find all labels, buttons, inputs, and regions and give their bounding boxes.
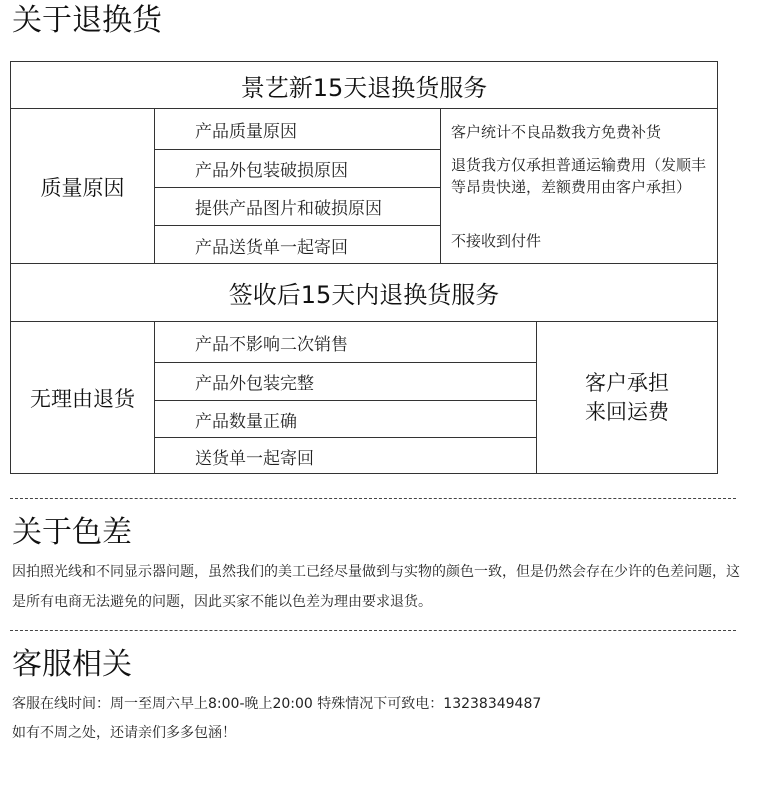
- divider: [10, 498, 736, 499]
- section1-header: 景艺新15天退换货服务: [240, 73, 488, 102]
- section1-note-no-cod: 不接收到付件: [451, 232, 542, 250]
- section2-item-delivery-note: 送货单一起寄回: [195, 448, 314, 469]
- section1-label: 质量原因: [40, 175, 125, 200]
- no-reason-return-table: [10, 263, 718, 474]
- divider: [10, 630, 736, 631]
- section1-note-shipping: 退货我方仅承担普通运输费用（发顺丰等昂贵快递，差额费用由客户承担）: [451, 156, 707, 196]
- service-hours: 客服在线时间：周一至周六早上8:00-晚上20:00 特殊情况下可致电：13238349487: [12, 696, 542, 712]
- color-diff-title: 关于色差: [12, 515, 132, 550]
- section2-label: 无理由退货: [30, 387, 135, 411]
- service-title: 客服相关: [12, 647, 132, 682]
- section1-item-quality: 产品质量原因: [195, 121, 297, 142]
- section1-item-photos: 提供产品图片和破损原因: [195, 199, 382, 219]
- returns-service-table: [10, 61, 718, 264]
- service-apology: 如有不周之处，还请亲们多多包涵！: [12, 725, 236, 741]
- returns-title: 关于退换货: [12, 3, 162, 38]
- section2-note: [537, 322, 717, 474]
- section1-item-delivery-note: 产品送货单一起寄回: [195, 237, 348, 258]
- section1-item-packaging: 产品外包装破损原因: [195, 161, 348, 181]
- section2-item-quantity: 产品数量正确: [195, 411, 297, 432]
- section2-note-line-1: 客户承担: [585, 371, 669, 395]
- section2-header: 签收后15天内退换货服务: [228, 281, 500, 309]
- section2-item-packaging: 产品外包装完整: [195, 374, 314, 394]
- section1-note-replacement: 客户统计不良品数我方免费补货: [451, 123, 662, 141]
- section2-note-line-2: 来回运费: [585, 400, 669, 424]
- section2-item-resale: 产品不影响二次销售: [195, 334, 348, 355]
- color-diff-text: 因拍照光线和不同显示器问题，虽然我们的美工已经尽量做到与实物的颜色一致，但是仍然会存在少许的色差问题，这是所有电商无法避免的问题，因此买家不能以色差为理由要求退货。: [12, 564, 740, 610]
